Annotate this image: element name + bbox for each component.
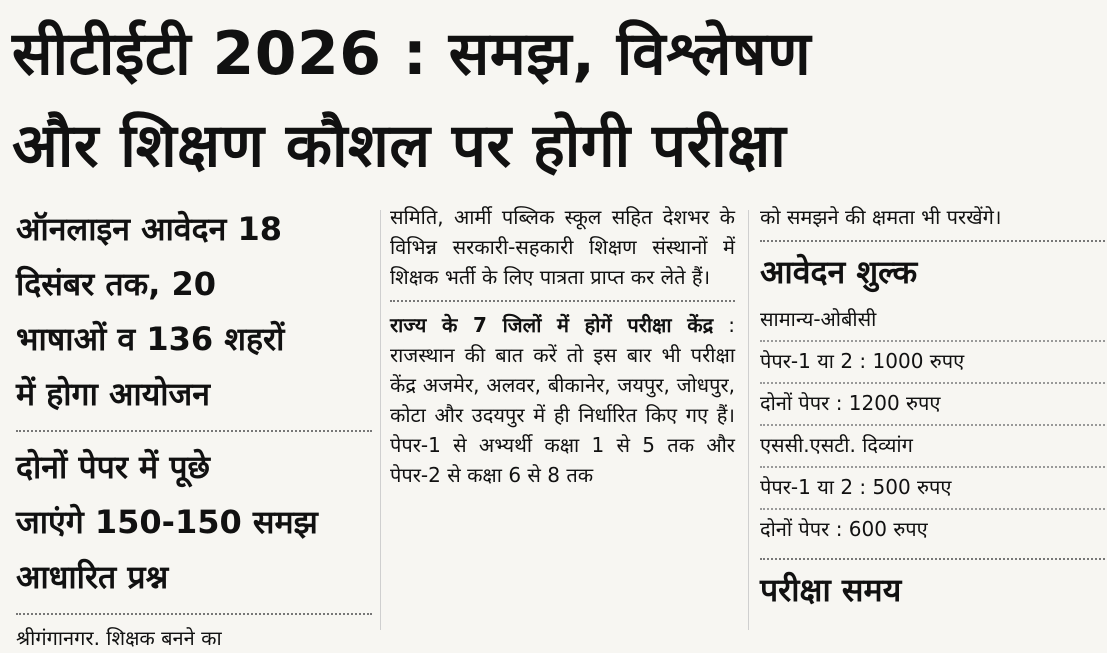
fee-row: दोनों पेपर : 600 रुपए (760, 517, 928, 541)
exam-time-heading: परीक्षा समय (760, 571, 902, 609)
body-text-start: श्रीगंगानगर. शिक्षक बनने का (16, 626, 222, 650)
dotted-separator (760, 558, 1105, 560)
subheading-line: भाषाओं व 136 शहरों (16, 320, 285, 358)
column-divider (748, 210, 749, 630)
column-1 (16, 202, 372, 650)
paragraph-exam-centres (390, 310, 735, 490)
subheading-application (16, 202, 372, 422)
fee-row: दोनों पेपर : 1200 रुपए (760, 384, 1105, 426)
subheading-line: में होगा आयोजन (16, 375, 211, 413)
dotted-separator (16, 613, 372, 615)
fee-row: पेपर-1 या 2 : 500 रुपए (760, 468, 1105, 510)
headline (12, 8, 1097, 192)
paragraph-text: : राजस्थान की बात करें तो इस बार भी परीक्षा केंद्र अजमेर, अलवर, बीकानेर, जयपुर, जोधपुर, कोटा और उदयपुर में ही निर्धारित किए गए हैं। पेपर-1 से अभ्यर्थी कक्षा 1 से 5 तक और पेपर-2 से कक्षा 6 से 8 तक (390, 313, 735, 487)
intro-text: को समझने की क्षमता भी परखेंगे। (760, 205, 1002, 229)
dotted-separator (760, 240, 1105, 242)
paragraph-lead: राज्य के 7 जिलों में होगें परीक्षा केंद्र (390, 313, 714, 337)
fee-table (760, 300, 1105, 550)
subheading-line: ऑनलाइन आवेदन 18 (16, 210, 283, 248)
subheading-line: दोनों पेपर में पूछे (16, 448, 210, 486)
headline-line-2: और शिक्षण कौशल पर होगी परीक्षा (12, 111, 787, 181)
dotted-separator (390, 300, 735, 302)
subheading-line: दिसंबर तक, 20 (16, 265, 217, 303)
subheading-line: जाएंगे 150-150 समझ (16, 503, 318, 541)
column-divider (380, 210, 381, 630)
fee-row: पेपर-1 या 2 : 1000 रुपए (760, 342, 1105, 384)
fee-heading: आवेदन शुल्क (760, 253, 918, 291)
fee-row: एससी.एसटी. दिव्यांग (760, 426, 1105, 468)
column-2 (390, 202, 735, 630)
column-3 (760, 202, 1105, 630)
subheading-questions (16, 440, 372, 605)
dotted-separator (16, 430, 372, 432)
paragraph: समिति, आर्मी पब्लिक स्कूल सहित देशभर के विभिन्न सरकारी-सहकारी शिक्षण संस्थानों में शिक्षक भर्ती के लिए पात्रता प्राप्त कर लेते हैं। (390, 205, 735, 289)
headline-line-1: सीटीईटी 2026 : समझ, विश्लेषण (12, 19, 812, 89)
subheading-line: आधारित प्रश्न (16, 558, 169, 596)
fee-row: सामान्य-ओबीसी (760, 300, 1105, 342)
